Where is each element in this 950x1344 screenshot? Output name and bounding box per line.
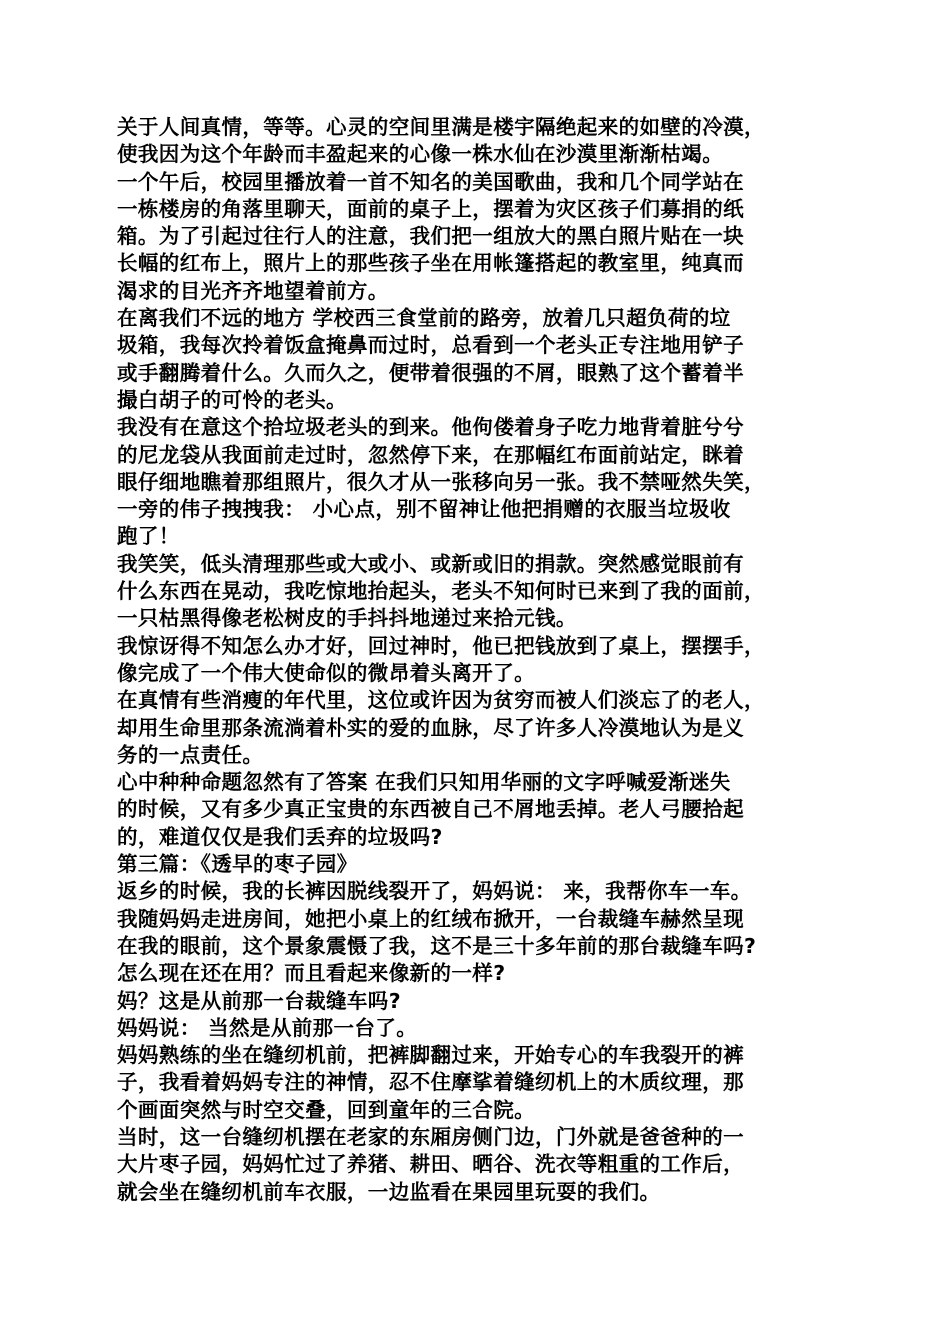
text-line: 我惊讶得不知怎么办才好，回过神时，他已把钱放到了桌上，摆摆手， — [117, 633, 765, 658]
text-line: 跑了！ — [117, 524, 180, 549]
text-line: 怎么现在还在用？而且看起来像新的一样? — [117, 961, 506, 986]
text-line: 圾箱，我每次拎着饭盒掩鼻而过时，总看到一个老头正专注地用铲子 — [117, 333, 744, 358]
text-line: 的尼龙袋从我面前走过时，忽然停下来，在那幅红布面前站定，眯着 — [117, 442, 744, 467]
text-line: 眼仔细地瞧着那组照片，很久才从一张移向另一张。我不禁哑然失笑， — [117, 469, 765, 494]
section-heading: 第三篇：《透早的枣子园》 — [117, 852, 358, 877]
text-line: 子，我看着妈妈专注的神情，忍不住摩挲着缝纫机上的木质纹理，那 — [117, 1070, 744, 1095]
text-line: 的，难道仅仅是我们丢弃的垃圾吗? — [117, 824, 443, 849]
text-line: 像完成了一个伟大使命似的微昂着头离开了。 — [117, 660, 535, 685]
text-line: 我笑笑，低头清理那些或大或小、或新或旧的捐款。突然感觉眼前有 — [117, 551, 744, 576]
text-line: 却用生命里那条流淌着朴实的爱的血脉，尽了许多人冷漠地认为是义 — [117, 715, 744, 740]
text-line: 就会坐在缝纫机前车衣服，一边监看在果园里玩耍的我们。 — [117, 1179, 661, 1204]
text-line: 我随妈妈走进房间，她把小桌上的红绒布掀开，一台裁缝车赫然呈现 — [117, 906, 744, 931]
document-body — [117, 114, 857, 1206]
text-line: 心中种种命题忽然有了答案 在我们只知用华丽的文字呼喊爱渐迷失 — [117, 770, 731, 795]
text-line: 在我的眼前，这个景象震慑了我，这不是三十多年前的那台裁缝车吗? — [117, 933, 757, 958]
text-line: 务的一点责任。 — [117, 742, 264, 767]
text-line: 的时候，又有多少真正宝贵的东西被自己不屑地丢掉。老人弓腰拾起 — [117, 797, 744, 822]
text-line: 或手翻腾着什么。久而久之，便带着很强的不屑，眼熟了这个蓄着半 — [117, 360, 744, 385]
text-line: 使我因为这个年龄而丰盈起来的心像一株水仙在沙漠里渐渐枯竭。 — [117, 142, 724, 167]
text-line: 返乡的时候，我的长裤因脱线裂开了，妈妈说： 来，我帮你车一车。 — [117, 879, 752, 904]
text-line: 关于人间真情，等等。心灵的空间里满是楼宇隔绝起来的如壁的冷漠， — [117, 115, 765, 139]
text-line: 撮白胡子的可怜的老头。 — [117, 387, 347, 412]
text-line: 大片枣子园，妈妈忙过了养猪、耕田、晒谷、洗衣等粗重的工作后， — [117, 1152, 744, 1177]
text-line: 妈妈熟练的坐在缝纫机前，把裤脚翻过来，开始专心的车我裂开的裤 — [117, 1043, 744, 1068]
text-line: 个画面突然与时空交叠，回到童年的三合院。 — [117, 1097, 535, 1122]
text-line: 渴求的目光齐齐地望着前方。 — [117, 278, 389, 303]
text-line: 当时，这一台缝纫机摆在老家的东厢房侧门边，门外就是爸爸种的一 — [117, 1124, 744, 1149]
text-line: 一栋楼房的角落里聊天，面前的桌子上，摆着为灾区孩子们募捐的纸 — [117, 196, 744, 221]
text-line: 在离我们不远的地方 学校西三食堂前的路旁，放着几只超负荷的垃 — [117, 306, 731, 331]
text-line: 妈妈说： 当然是从前那一台了。 — [117, 1015, 418, 1040]
text-line: 长幅的红布上，照片上的那些孩子坐在用帐篷搭起的教室里，纯真而 — [117, 251, 744, 276]
text-line: 箱。为了引起过往行人的注意，我们把一组放大的黑白照片贴在一块 — [117, 224, 744, 249]
text-line: 什么东西在晃动，我吃惊地抬起头，老头不知何时已来到了我的面前， — [117, 579, 765, 604]
text-line: 在真情有些消瘦的年代里，这位或许因为贫穷而被人们淡忘了的老人， — [117, 688, 765, 713]
text-line: 我没有在意这个拾垃圾老头的到来。他佝偻着身子吃力地背着脏兮兮 — [117, 415, 744, 440]
text-line: 妈？这是从前那一台裁缝车吗? — [117, 988, 401, 1013]
text-line: 一旁的伟子拽拽我： 小心点，别不留神让他把捐赠的衣服当垃圾收 — [117, 497, 731, 522]
text-line: 一只枯黑得像老松树皮的手抖抖地递过来拾元钱。 — [117, 606, 577, 631]
text-line: 一个午后，校园里播放着一首不知名的美国歌曲，我和几个同学站在 — [117, 169, 744, 194]
